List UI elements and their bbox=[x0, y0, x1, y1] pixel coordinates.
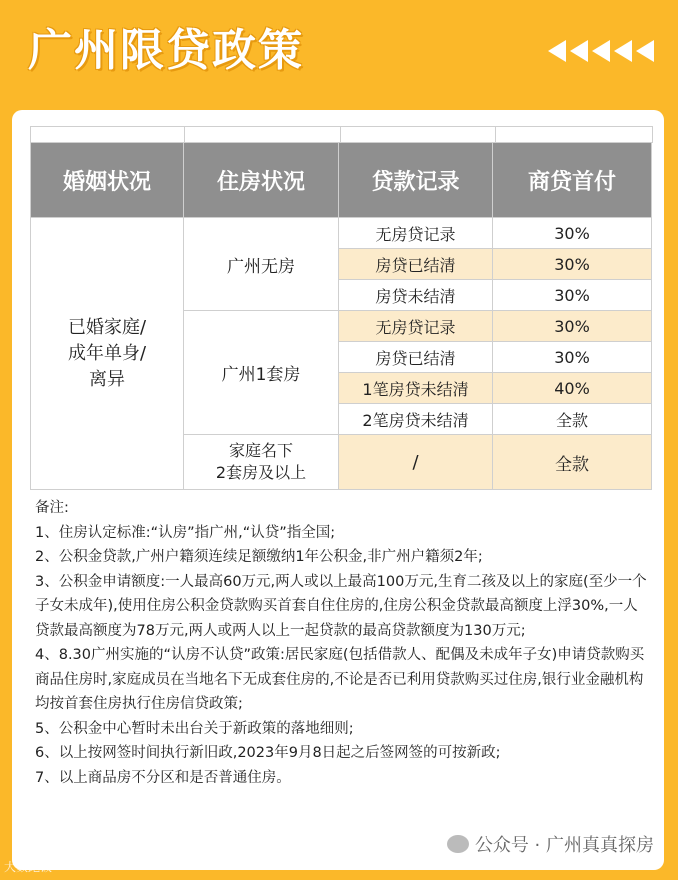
record-cell: 无房贷记录 bbox=[339, 311, 493, 342]
arrow-left-icon bbox=[592, 40, 610, 62]
down-payment-cell: 全款 bbox=[493, 404, 652, 435]
down-payment-cell: 30% bbox=[493, 280, 652, 311]
arrow-left-icon bbox=[548, 40, 566, 62]
notes-heading: 备注: bbox=[35, 500, 69, 516]
record-cell: 1笔房贷未结清 bbox=[339, 373, 493, 404]
watermark-secondary: 大数跑饭 bbox=[4, 860, 53, 874]
down-payment-cell: 30% bbox=[493, 311, 652, 342]
note-item: 4、8.30广州实施的“认房不认贷”政策:居民家庭(包括借款人、配偶及未成年子女)申请贷款购买商品住房时,家庭成员在当地名下无成套住房的,不论是否已利用贷款购买过住房,银行业金融机构均按首套住房执行住房信贷政策; bbox=[35, 647, 645, 712]
note-item: 1、住房认定标准:“认房”指广州,“认贷”指全国; bbox=[35, 524, 336, 541]
table-header-row bbox=[31, 143, 652, 218]
record-cell: / bbox=[339, 435, 493, 490]
note-item: 3、公积金申请额度:一人最高60万元,两人或以上最高100万元,生育二孩及以上的家庭(至少一个子女未成年),使用住房公积金贷款购买首套自住住房的,住房公积金贷款最高额度上浮30%,一人贷款最高额度为78万元,两人或两人以上一起贷款的最高贷款额度为130万元; bbox=[35, 573, 647, 639]
arrow-left-icon bbox=[570, 40, 588, 62]
note-item: 2、公积金贷款,广州户籍须连续足额缴纳1年公积金,非广州户籍须2年; bbox=[35, 549, 483, 565]
table-top-strip bbox=[30, 126, 653, 143]
notes-section bbox=[35, 496, 650, 790]
record-cell: 房贷已结清 bbox=[339, 249, 493, 280]
header-loan-record: 贷款记录 bbox=[339, 143, 493, 218]
page-title: 广州限贷政策 bbox=[28, 25, 304, 76]
housing-none-cell: 广州无房 bbox=[184, 218, 339, 311]
down-payment-cell: 全款 bbox=[493, 435, 652, 490]
down-payment-cell: 40% bbox=[493, 373, 652, 404]
record-cell: 房贷未结清 bbox=[339, 280, 493, 311]
down-payment-cell: 30% bbox=[493, 342, 652, 373]
record-cell: 无房贷记录 bbox=[339, 218, 493, 249]
wechat-icon bbox=[447, 835, 469, 853]
housing-two-plus-cell: 家庭名下 2套房及以上 bbox=[184, 435, 339, 490]
housing-one-cell: 广州1套房 bbox=[184, 311, 339, 435]
record-cell: 房贷已结清 bbox=[339, 342, 493, 373]
down-payment-cell: 30% bbox=[493, 249, 652, 280]
marital-cell: 已婚家庭/ 成年单身/ 离异 bbox=[31, 218, 184, 490]
note-item: 7、以上商品房不分区和是否普通住房。 bbox=[35, 769, 291, 786]
down-payment-cell: 30% bbox=[493, 218, 652, 249]
decorative-arrows bbox=[548, 40, 654, 62]
watermark bbox=[447, 831, 654, 857]
note-item: 6、以上按网签时间执行新旧政,2023年9月8日起之后签网签的可按新政; bbox=[35, 745, 501, 761]
watermark-text: 公众号 · 广州真真探房 bbox=[474, 835, 654, 856]
table-row bbox=[31, 218, 652, 249]
arrow-left-icon bbox=[636, 40, 654, 62]
record-cell: 2笔房贷未结清 bbox=[339, 404, 493, 435]
header-down-payment: 商贷首付 bbox=[493, 143, 652, 218]
header-marital: 婚姻状况 bbox=[31, 143, 184, 218]
note-item: 5、公积金中心暂时未出台关于新政策的落地细则; bbox=[35, 720, 354, 737]
arrow-left-icon bbox=[614, 40, 632, 62]
policy-table bbox=[30, 142, 652, 490]
header-housing: 住房状况 bbox=[184, 143, 339, 218]
